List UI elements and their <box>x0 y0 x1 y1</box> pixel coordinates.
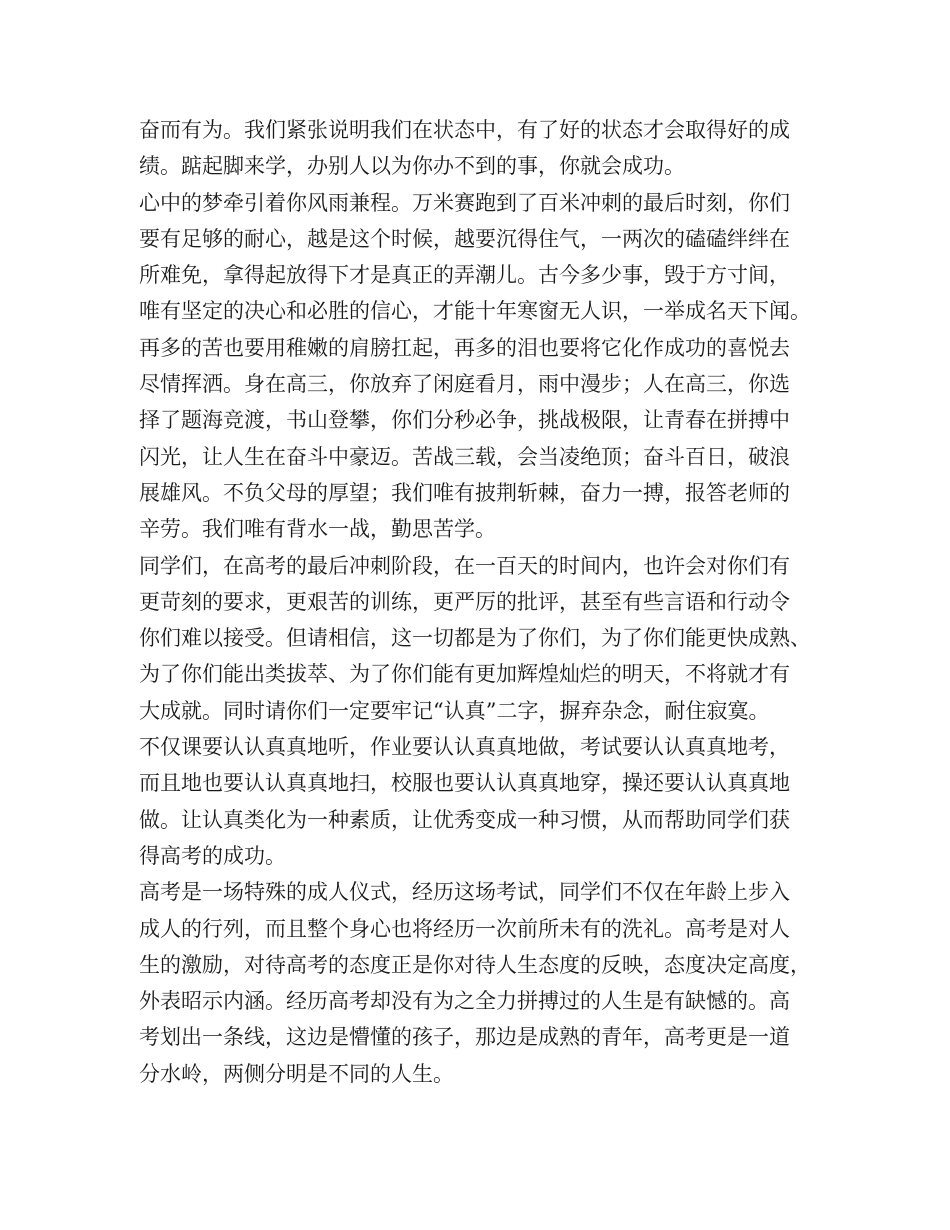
text-line: 要有足够的耐心，越是这个时候，越要沉得住气，一两次的磕磕绊绊在 <box>139 226 790 251</box>
text-line: 唯有坚定的决心和必胜的信心，才能十年寒窗无人识，一举成名天下闻。 <box>139 299 811 324</box>
text-line: 更苛刻的要求，更艰苦的训练，更严厉的批评，甚至有些言语和行动令 <box>139 589 790 614</box>
text-line: 分水岭，两侧分明是不同的人生。 <box>139 1061 454 1086</box>
text-line: 高考是一场特殊的成人仪式，经历这场考试，同学们不仅在年龄上步入 <box>139 880 790 905</box>
text-line: 你们难以接受。但请相信，这一切都是为了你们，为了你们能更快成熟、 <box>139 626 811 651</box>
text-line: 展雄风。不负父母的厚望；我们唯有披荆斩棘，奋力一搏，报答老师的 <box>139 480 790 505</box>
text-line: 不仅课要认认真真地听，作业要认认真真地做，考试要认认真真地考， <box>139 735 790 760</box>
text-line: 大成就。同时请你们一定要牢记“认真”二字，摒弃杂念，耐住寂寞。 <box>139 698 770 723</box>
text-line: 做。让认真类化为一种素质，让优秀变成一种习惯，从而帮助同学们获 <box>139 807 790 832</box>
text-line: 所难免，拿得起放得下才是真正的弄潮儿。古今多少事，毁于方寸间， <box>139 263 790 288</box>
text-line: 考划出一条线，这边是懵懂的孩子，那边是成熟的青年，高考更是一道 <box>139 1025 790 1050</box>
text-line: 得高考的成功。 <box>139 843 286 868</box>
text-line: 闪光，让人生在奋斗中豪迈。苦战三载，会当凌绝顶；奋斗百日，破浪 <box>139 444 790 469</box>
text-line: 尽情挥洒。身在高三，你放弃了闲庭看月，雨中漫步；人在高三，你选 <box>139 372 790 397</box>
text-line: 择了题海竞渡，书山登攀，你们分秒必争，挑战极限，让青春在拼搏中 <box>139 408 790 433</box>
text-line: 心中的梦牵引着你风雨兼程。万米赛跑到了百米冲刺的最后时刻，你们 <box>139 190 790 215</box>
text-line: 奋而有为。我们紧张说明我们在状态中，有了好的状态才会取得好的成 <box>139 118 790 142</box>
document-body <box>139 112 839 1092</box>
text-line: 再多的苦也要用稚嫩的肩膀扛起，再多的泪也要将它化作成功的喜悦去 <box>139 335 790 360</box>
text-line: 成人的行列，而且整个身心也将经历一次前所未有的洗礼。高考是对人 <box>139 916 790 941</box>
text-line: 同学们，在高考的最后冲刺阶段，在一百天的时间内，也许会对你们有 <box>139 553 790 578</box>
text-line: 生的激励，对待高考的态度正是你对待人生态度的反映，态度决定高度， <box>139 952 811 977</box>
text-line: 而且地也要认认真真地扫，校服也要认认真真地穿，操还要认认真真地 <box>139 771 790 796</box>
text-line: 外表昭示内涵。经历高考却没有为之全力拼搏过的人生是有缺憾的。高 <box>139 989 790 1014</box>
text-line: 绩。踮起脚来学，办别人以为你办不到的事，你就会成功。 <box>139 154 685 179</box>
text-line: 为了你们能出类拔萃、为了你们能有更加辉煌灿烂的明天，不将就才有 <box>139 662 790 687</box>
text-line: 辛劳。我们唯有背水一战，勤思苦学。 <box>139 517 496 542</box>
